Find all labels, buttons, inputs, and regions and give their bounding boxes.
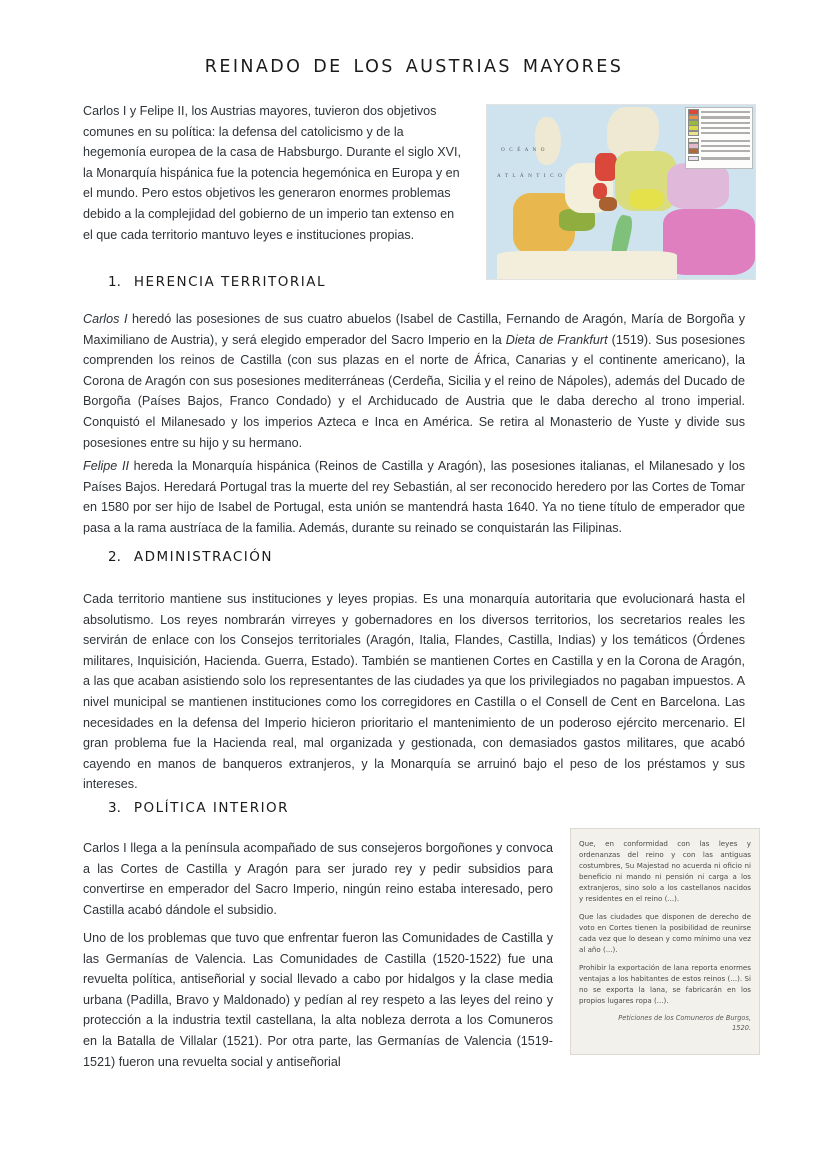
section-3-paragraph-1: Carlos I llega a la península acompañado de sus consejeros borgoñones y convoca a las Cortes de Castilla y Aragón para ser jurado rey y pedir subsidios para convertirse en emperador del Sacro Imperio, ningún reino estaba interesado, pero Castilla acabó dándole el subsidio. [83,841,553,917]
source-paragraph-2: Que las ciudades que disponen de derecho de voto en Cortes tienen la posibilidad de reunirse cada vez que lo desean y como mínimo una vez al año (...). [579,912,751,954]
source-caption-text: Peticiones de los Comuneros de Burgos, [618,1014,751,1022]
legend-swatch [688,156,699,162]
legend-text [701,122,750,124]
legend-text [701,150,750,152]
intro-paragraph: Carlos I y Felipe II, los Austrias mayores, tuvieron dos objetivos comunes en su política: la defensa del catolicismo y de la hegemonía europea de la casa de Habsburgo. Durante el siglo XVI, la Monarquía hispánica fue la potencia hegemónica en Europa y en el mundo. Pero estos objetivos les generaron enormes problemas debido a la complejidad del gobierno de un imperio tan extenso en el que cada territorio mantuvo leyes e instituciones propias. [83,104,462,242]
section-3-paragraph-2: Uno de los problemas que tuvo que enfrentar fueron las Comunidades de Castilla y las Germanías de Valencia. Las Comunidades de Castilla (1520-1522) fue una revuelta política, antiseñorial y social llevado a cabo por hidalgos y la clase media urbana (Padilla, Bravo y Maldonado) y pedían al rey respeto a las leyes del reino y protección a la industria textil castellana, la alta nobleza derrota a los Comuneros en la Batalla de Villalar (1521). Por otra parte, las Germanías de Valencia (1519-1521) fueron una revuelta social y antiseñorial [83,931,553,1069]
map-land-franco-condado [599,197,617,211]
legend-row [688,149,750,153]
legend-text [701,116,750,118]
map-label-atlantico: A T L Á N T I C O [497,173,564,179]
section-title-3: POLÍTICA INTERIOR [133,800,290,816]
source-paragraph-1: Que, en conformidad con las leyes y ordenanzas del reino y con las antiguas costumbres, Su Majestad no acuerda ni oficio ni beneficio ni mando ni pensión ni carga a los extranjeros, sino solo a los castellanos nacidos y residentes en el reino (...). [579,839,751,903]
legend-swatch [688,148,699,154]
emphasis-felipe-ii: Felipe II [83,459,129,473]
section-number-1: 1. [108,274,121,290]
section-heading-1 [108,274,326,290]
section-1-paragraph-2 [83,456,745,538]
legend-text [701,132,750,134]
map-label-oceano: O C É A N O [501,147,547,153]
section-title-1: HERENCIA TERRITORIAL [133,274,327,290]
map-land-netherlands [595,153,617,181]
legend-text [701,140,750,142]
page-title: REINADO DE LOS AUSTRIAS MAYORES [204,57,624,77]
map-land-britain [535,117,561,165]
map-legend [685,107,753,169]
section-number-2: 2. [108,549,121,565]
map-land-africa [497,251,677,280]
source-document-figure [570,828,760,1055]
legend-row [688,156,750,160]
section-1-p1-text-a: heredó las posesiones de sus cuatro abuelos (Isabel de Castilla, Fernando de Aragón, María de Borgoña y Maximiliano de Austria), y será elegido emperador del Sacro Imperio en la [83,312,745,347]
source-paragraph-3: Prohibir la exportación de lana reporta enormes ventajas a los habitantes de estos reinos (...). Si no se exporta la lana, se fabricarán en los propios lugares ropa (...). [579,963,751,1005]
legend-text [701,145,750,147]
legend-text [701,157,750,159]
source-caption [579,1013,751,1033]
legend-text [701,111,750,113]
legend-text [701,127,750,129]
map-land-hungary-poland [667,163,729,209]
legend-swatch [688,131,699,137]
emphasis-carlos-i: Carlos I [83,312,128,326]
legend-row [688,131,750,135]
section-title-2: ADMINISTRACIÓN [133,549,274,565]
section-1-p2-text: hereda la Monarquía hispánica (Reinos de Castilla y Aragón), las posesiones italianas, el Milanesado y los Países Bajos. Heredará Portugal tras la muerte del rey Sebastián, al ser reconocido heredero por las Cortes de Tomar en 1580 por ser hijo de Isabel de Portugal, esta unión se mantendrá hasta 1640. Ya no tiene título de emperador que pasa a la rama austríaca de la familia. Además, durante su reinado se conquistarán las Filipinas. [83,459,745,535]
map-figure-habsburg-empire [486,104,756,280]
source-caption-year: 1520. [732,1024,751,1032]
section-1-p1-text-b: (1519). Sus posesiones comprenden los reinos de Castilla (con sus plazas en el norte de África, Canarias y el continente americano), la Corona de Aragón con sus posesiones mediterráneas (Cerdeña, Sicilia y el reino de Nápoles), además del Ducado de Borgoña (Países Bajos, Franco Condado) y el Archiducado de Austria que le daba derecho al trono imperial. Conquistó el Milanesado y los imperios Azteca e Inca en América. Se retira al Monasterio de Yuste y divide sus posesiones entre su hijo y su hermano. [83,332,745,450]
section-2-paragraph-1: Cada territorio mantiene sus instituciones y leyes propias. Es una monarquía autoritaria que evolucionará hasta el absolutismo. Los reyes nombrarán virreyes y gobernadores en los diversos territorios, los secretarios reales les servirán de enlace con los Consejos territoriales (Aragón, Italia, Flandes, Castilla, Indias) y los temáticos (Órdenes militares, Inquisición, Hacienda. Guerra, Estado). También se mantienen Cortes en Castilla y en la Corona de Aragón, a las que acaban asistiendo solo los representantes de las ciudades ya que los privilegiados no pagaban impuestos. A nivel municipal se mantienen instituciones como los corregidores en Castilla o el Consell de Cent en Barcelona. Las necesidades en la defensa del Imperio hicieron prioritario el mantenimiento de un poderoso ejército mercenario. El gran problema fue la Hacienda real, mal organizada y gestionada, con demasiados gastos militares, que acabó cayendo en manos de banqueros extranjeros, y la Monarquía se arruinó bajo el peso de los préstamos y sus intereses. [83,592,745,792]
section-heading-2 [108,549,273,565]
emphasis-dieta-frankfurt: Dieta de Frankfurt [505,332,608,347]
map-land-austria [629,189,663,209]
section-number-3: 3. [108,800,121,816]
section-heading-3 [108,800,289,816]
section-1-paragraph-1 [83,309,745,453]
